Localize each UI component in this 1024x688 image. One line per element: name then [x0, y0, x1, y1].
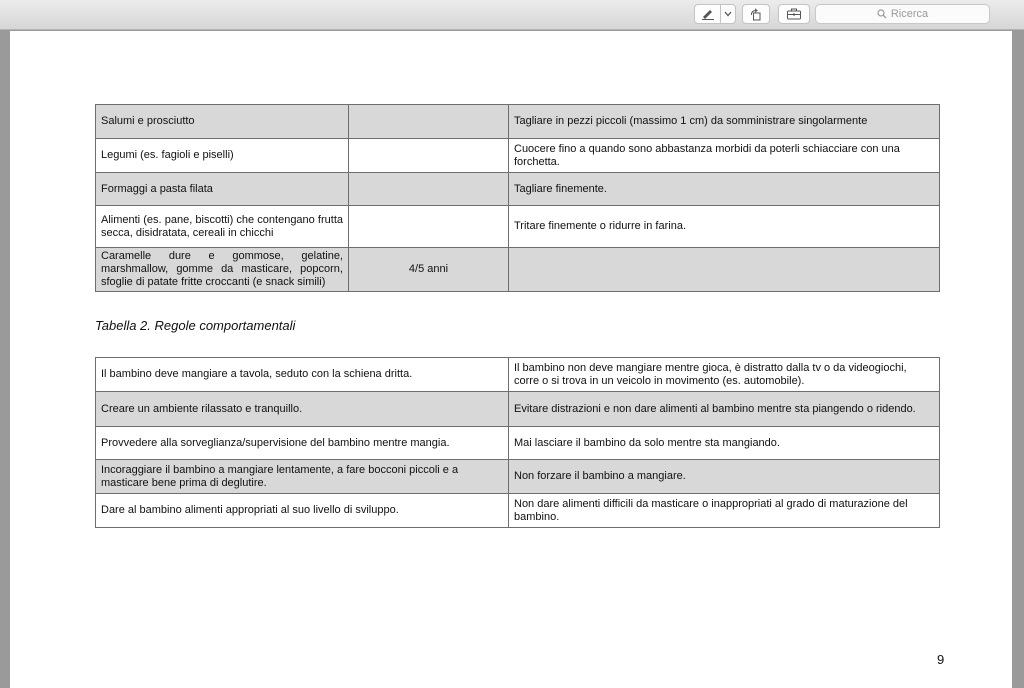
advice-cell: Tagliare finemente.	[509, 173, 940, 206]
dont-cell: Non forzare il bambino a mangiare.	[509, 460, 940, 494]
do-cell: Creare un ambiente rilassato e tranquillo.	[96, 392, 509, 427]
dont-cell: Non dare alimenti difficili da masticare o inappropriati al grado di maturazione del bambino.	[509, 494, 940, 528]
advice-cell: Tagliare in pezzi piccoli (massimo 1 cm) da somministrare singolarmente	[509, 105, 940, 139]
food-cell: Alimenti (es. pane, biscotti) che contengano frutta secca, disidratata, cereali in chicchi	[96, 206, 349, 248]
table-row	[96, 392, 940, 427]
age-cell	[349, 139, 509, 173]
rotate-icon	[749, 8, 763, 21]
search-placeholder: Ricerca	[890, 8, 929, 20]
table-row	[96, 460, 940, 494]
table-row	[96, 427, 940, 460]
table-row	[96, 173, 940, 206]
food-preparation-table	[95, 104, 940, 292]
search-field[interactable]	[815, 4, 990, 24]
dont-cell: Evitare distrazioni e non dare alimenti al bambino mentre sta piangendo o ridendo.	[509, 392, 940, 427]
markup-pen-icon	[701, 8, 715, 20]
do-cell: Dare al bambino alimenti appropriati al suo livello di sviluppo.	[96, 494, 509, 528]
table-row	[96, 494, 940, 528]
food-cell: Formaggi a pasta filata	[96, 173, 349, 206]
advice-cell: Cuocere fino a quando sono abbastanza morbidi da poterli schiacciare con una forchetta.	[509, 139, 940, 173]
toolbar	[0, 0, 1024, 30]
rotate-button[interactable]	[742, 4, 770, 24]
do-cell: Il bambino deve mangiare a tavola, seduto con la schiena dritta.	[96, 358, 509, 392]
do-cell: Incoraggiare il bambino a mangiare lentamente, a fare bocconi piccoli e a masticare bene prima di deglutire.	[96, 460, 509, 494]
age-cell	[349, 173, 509, 206]
markup-button-group[interactable]	[694, 4, 736, 24]
search-icon	[877, 9, 887, 19]
dont-cell: Il bambino non deve mangiare mentre gioca, è distratto dalla tv o da videogiochi, corre o si trova in un veicolo in movimento (es. automobile).	[509, 358, 940, 392]
markup-button[interactable]	[695, 5, 721, 23]
toolbox-icon	[786, 8, 802, 20]
markup-dropdown[interactable]	[721, 5, 735, 23]
table-row	[96, 206, 940, 248]
page-number: 9	[937, 652, 945, 667]
age-cell: 4/5 anni	[349, 248, 509, 292]
toolbox-button[interactable]	[778, 4, 810, 24]
do-cell: Provvedere alla sorveglianza/supervisione del bambino mentre mangia.	[96, 427, 509, 460]
food-cell: Salumi e prosciutto	[96, 105, 349, 139]
table-caption: Tabella 2. Regole comportamentali	[95, 318, 296, 333]
age-cell	[349, 105, 509, 139]
food-cell: Caramelle dure e gommose, gelatine, marshmallow, gomme da masticare, popcorn, sfoglie di patate fritte croccanti (e snack simili)	[96, 248, 349, 292]
advice-cell: Tritare finemente o ridurre in farina.	[509, 206, 940, 248]
food-cell: Legumi (es. fagioli e piselli)	[96, 139, 349, 173]
chevron-down-icon	[724, 11, 732, 17]
document-page	[10, 31, 1012, 688]
table-row	[96, 139, 940, 173]
table-row	[96, 248, 940, 292]
advice-cell	[509, 248, 940, 292]
table-row	[96, 358, 940, 392]
dont-cell: Mai lasciare il bambino da solo mentre sta mangiando.	[509, 427, 940, 460]
table-row	[96, 105, 940, 139]
behaviour-rules-table	[95, 357, 940, 528]
age-cell	[349, 206, 509, 248]
